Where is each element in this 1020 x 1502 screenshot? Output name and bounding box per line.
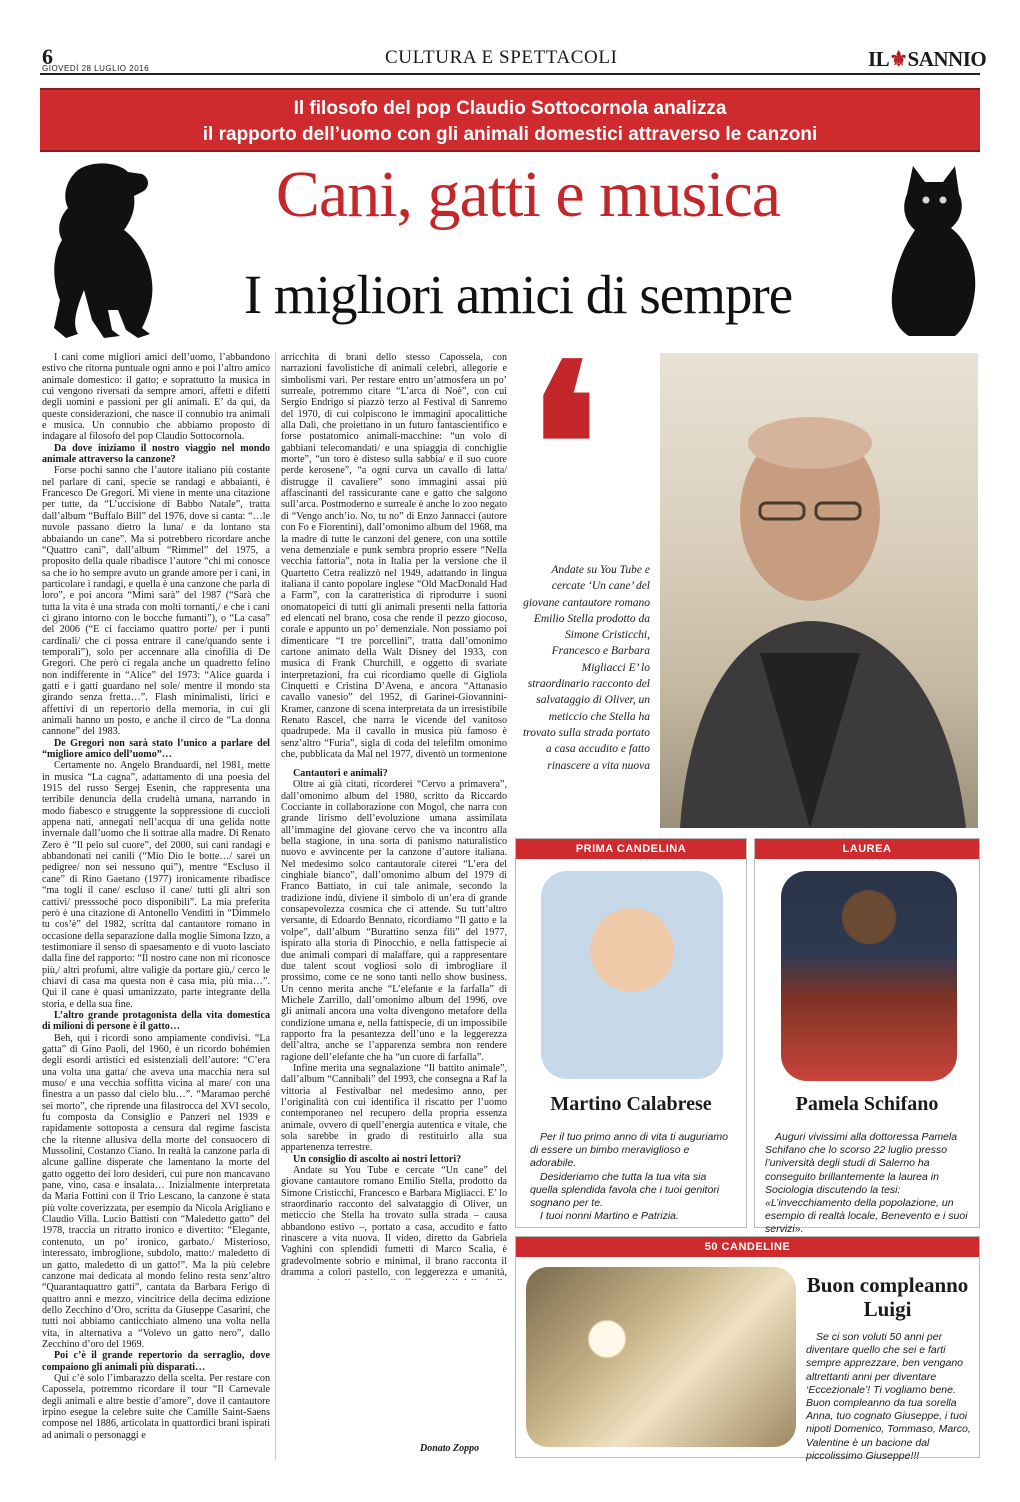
box-greeting-line-2: Luigi	[863, 1297, 912, 1321]
champagne-photo	[526, 1267, 796, 1447]
header-divider	[40, 73, 980, 75]
kicker-line-2: il rapporto dell’uomo con gli animali domestici attraverso le canzoni	[202, 124, 818, 145]
graduation-box-pamela	[754, 838, 980, 1236]
box-heading: PRIMA CANDELINA	[516, 839, 746, 859]
message-line: Desideriamo che tutta la tua vita sia quella splendida favola che i tuoi genitori sognano per te.	[530, 1170, 720, 1210]
box-message	[530, 1131, 736, 1223]
box-person-name: Martino Calabrese	[550, 1093, 712, 1115]
article-column-2-continued	[281, 768, 507, 1280]
article-paragraph: Oltre ai già citati, ricorderei “Cervo a primavera”, dall’omonimo album del 1980, scritto da Riccardo Cocciante in collaborazione con Mogol, che narra con grande lirismo dell’evoluzione umana assimilata all’immagine del giovane cervo che va incontro alla bella stagione, in una sorta di panismo naturalistico nuovo e avvincente per la canzone d’autore italiana. Nel medesimo solco cantautorale citerei “L’era del cinghiale bianco”, dall’omonimo album del 1979 di Franco Battiato, in cui tale animale, secondo la tradizione indù, diviene il simbolo di un’era di grande consapevolezza cosmica che ci attende. Su tutt’altro versante, di Edoardo Bennato, ricordiamo “Il gatto e la volpe”, dall’album “Burattino senza fili” del 1977, ispirato alla storia di Pinocchio, e nella fattispecie ai due animali compari di malaffare, qui a rappresentare due talent scout vogliosi solo di imbrogliare il prossimo, come ce ne sono tanti nello show business. Un cenno merita anche “L’elefante e la farfalla” di Michele Zarrillo, dall’omonimo album del 1996, ove gli animali ancora una volta divengono metafore della condizione umana e, nella fattispecie, di un impossibile rapporto fra la pesantezza dell’uno e la leggerezza dell’altra, anche se l’apparenza sembra non rendere ragione dell’elefante che ha “un cuore di farfalla”.	[281, 779, 507, 1063]
article-paragraph: Beh, qui i ricordi sono ampiamente condivisi. “La gatta” di Gino Paoli, del 1960, è un ricordo bohémien degli esordi artistici ed esistenziali dell’autore: “C’era una volta una gatta/ che aveva una macchia nera sul muso/ e una vecchia soffitta vicina al mare/ con una finestra a un passo dal cielo blu…”. “Maramao perché sei morto”, che riprende una filastrocca del XVI secolo, fu composta da Consiglio e Panzeri nel 1939 e rapidamente sottoposta a censura dal regime fascista che la ritenne allusiva della morte del consuocero di Mussolini, Costanzo Ciano. In realtà la canzone parla di alcune galline disperate che lamentano la morte del gatto oggetto dei loro desideri, cui pure non mancavano pane, vino, casa e insalata… Inizialmente interpretata da Maria Fottini con il Trio Lescano, la canzone è stata più volte coverizzata, per esempio da Nicola Arigliano e Claudio Villa. Lucio Battisti con “Maledetto gatto” del 1978, traccia un ritratto ironico e divertito: “Elegante, contenuto, un po’ ironico, garbato./ Misterioso, interessato, imbroglione, subdolo, matto:/ maledetto di un gatto, maledetto di un gatto!”. Ma la più celebre canzone mai dedicata al mondo felino resta senz’altro “Quarantaquattro gatti”, cantata da Barbara Ferigo di quattro anni e mezzo, vincitrice della decima edizione dello Zecchino d’Oro, scritta da Giuseppe Casarini, che tutti noi abbiamo canticchiato almeno una volta nella vita, in alternativa a “Volevo un gatto nero”, dallo Zecchino d’oro del 1969.	[42, 1032, 270, 1350]
interview-question: Un consiglio di ascolto ai nostri lettori?	[293, 1153, 462, 1165]
article-paragraph: I cani come migliori amici dell’uomo, l’abbandono estivo che ritorna puntuale ogni anno e poi l’altro amico animale domestico: il gatto; e soprattutto la musica in cui vengono riversati da sempre amori, affetti e difetti degli uomini e passioni per gli animali. E’ da qui, da queste considerazioni, che nasce il connubio tra animali e musica. Un connubio che abbiamo proposto di indagare al filosofo del pop Claudio Sottocornola.	[42, 352, 270, 443]
headline-title: Cani, gatti e musica	[275, 158, 781, 231]
article-paragraph: arricchita di brani dello stesso Capossela, con narrazioni favolistiche di animali celebri, allegorie e simbolismi vari. Per restare entro un’atmosfera un po’ surreale, potremmo citare “L’arca di Noè”, con cui Sergio Endrigo si piazzò terzo al Festival di Sanremo del 1970, di cui colpiscono le immagini apocalittiche alla Dalì, che proiettano in un futuro fantascientifico e forse postatomico animali-macchine: “un volo di gabbiani telecomandati/ e una spiaggia di conchiglie morte”, “un toro è disteso sulla sabbia/ e il suo cuore perde kerosene”, “a ogni curva un cavallo di latta/ distrugge il cavaliere” sono immagini assai più affascinanti del rassicurante cane e gatto che salgono sull’arca. Postmoderno e surreale è anche lo zoo negato di “Vengo anch’io. No, tu no” di Enzo Jannacci (autore con Fo e Fiorentini), dall’omonimo album del 1968, ma la madre di tutte le canzoni del genere, con una sottile vena demenziale e punk sembra proprio essere “Nella vecchia fattoria”, nota in Italia per la versione che il Quartetto Cetra realizzò nel 1949, adattando in lingua italiana il canto popolare inglese “Old MacDonald Had a Farm”, con la caratteristica di riprodurre i suoni onomatopeici di tutti gli animali presenti nella fattoria ed elencati nel brano, cosa che rende il pezzo giocoso, corale e appunto un po’ demenziale. Non possiamo poi dimenticare “I tre porcellini”, tratta dall’omonimo cartone animato della Walt Disney del 1933, con musica di Frank Churchill, e oggetto di svariate interpretazioni, fra cui ricordiamo quelle di Gigliola Cinquetti e Cristina D’Avena, e ancora “Attanasio cavallo vanesio” del 1952, di Garinei-Giovannini-Kramer, canzone di scena interpretata da un irresistibile Renato Rascel, che narra le vicende del vanitoso quadrupede. Ma il cavallo in musica più famoso è senz’altro “Furia”, sigla di coda del telefilm omonimo che, pubblicata da Mal nel 1977, diventò un tormentone	[281, 352, 507, 760]
article-paragraph: Infine merita una segnalazione “Il battito animale”, dall’album “Cannibali” del 1993, che consegna a Raf la vittoria al Festivalbar nel medesimo anno, per l’originalità con cui identifica il riscatto per l’uomo contemporaneo nel recupero della propria essenza animale, ovvero di quell’energia autentica e vitale, che sola sarebbe in grado di restituirlo alla sua appartenenza terrestre.	[281, 1062, 507, 1154]
box-heading: 50 CANDELINE	[516, 1237, 979, 1257]
article-paragraph: Certamente no. Angelo Branduardi, nel 1981, mette in musica “La cagna”, adattamento di una poesia del 1915 del russo Sergej Esenin, che rappresenta una terribile denuncia della crudeltà umana, narrando in modo fiabesco e struggente la soppressione di cuccioli appena nati, annegati nell’acqua di una gelida notte invernale dall’uomo che li sottrae alla madre. Di Renato Zero è “Il pelo sul cuore”, del 2000, sui cani randagi e abbandonati nei canili (“Mio Dio le botte…/ sarei un pedigree/ non sei nessuno qui”), mentre “Escluso il cane” di Rino Gaetano (1977) ironicamente ribadisce “ma toglí il cane/ escluso il cane/ tutti gli altri son cattivi/ presssoché poco disponibili”. La mia preferita però è una citazione di Antonello Venditti in “Dimmelo tu cos’è” del 1982, scritta dal cantautore romano in occasione della separazione dalla moglie Simona Izzo, a testimoniare il senso di spaesamento e di vuoto lasciato dalla fine del rapporto: “Il nostro cane non mi riconosce più,/ altri profumi, altre valigie da portare giù,/ cerco le chiavi di casa ma questa non è casa mia, più mia…”. Qui il cane è quasi umanizzato, parte integrante della storia, e della sua fine.	[42, 760, 270, 1010]
interview-question: Cantautori e animali?	[293, 768, 388, 779]
interview-question: L’altro grande protagonista della vita domestica di milioni di persone è il gatto…	[42, 1009, 270, 1033]
message-line: Se ci son voluti 50 anni per diventare quello che sei e farti sempre apprezzare, ben vengano altrettanti anni per diventare ‘Eccezionale’! Ti vogliamo bene. Buon compleanno da tua sorella Anna, tuo cognato Giuseppe, i tuoi nipoti Domenico, Tommaso, Marco, Valentine è un bacione dal piccolissimo Giuseppe!!!	[806, 1331, 971, 1462]
pull-quote-caption: Andate su You Tube e cercate ‘Un cane’ del giovane cantautore romano Emilio Stella prodotto da Simone Cristicchi, Francesco e Barbara Migliacci E’ lo straordinario racconto del salvataggio di Oliver, un meticcio che Stella ha trovato sulla strada portato a casa accudito e fatto rinascere a vita nuova	[522, 564, 650, 772]
article-paragraph: Forse pochi sanno che l’autore italiano più costante nel parlare di cani, specie se randagi e abbaianti, è Francesco De Gregori. Mi viene in mente una citazione per tutte, da “L’uccisione di Babbo Natale”, tratta dall’album “Buffalo Bill” del 1976, dove si canta: “…le nuvole passano dietro la luna/ e da lontano sta abbaiando un cane”. Ma si potrebbero ricordare anche “Quattro cani”, dall’album “Rimmel” del 1975, a proposito della quale ribadisce l’autore “chi mi conosce sa che io ho sempre avuto un grande amore per i cani, in particolare i randagi, e quella è una canzone che parla di loro”, e poi ancora “Mimì sarà” del 1987 (“Sarà che tutta la vita è una strada con molti tornanti,/ e che i cani ci girano intorno con le bocche fumanti”), o “La casa” del 2006 (“E ci facciamo quattro porte/ per i punti cardinali/ che ci possa entrare il cane/quando sente i temporali”), solo per accennare alla cinofilia di De Gregori. Che però ci regala anche un quadretto felino non indifferente in “Alice” del 1973: “Alice guarda i gatti e i gatti guardano nel sole/ mentre il mondo sta girando senza fretta…”. Flash minimalisti, lirici e affettivi di un repertorio della memoria, in cui gli animali hanno un posto, e anche il circo de “La donna cannone” del 1983.	[42, 465, 270, 738]
quote-mark-icon: ❛	[528, 326, 599, 570]
author-byline: Donato Zoppo	[420, 1443, 480, 1454]
box-greeting-line-1: Buon compleanno	[806, 1273, 969, 1297]
baby-photo	[541, 871, 723, 1079]
article-column-1	[42, 352, 270, 1460]
section-title: CULTURA E SPETTACOLI	[385, 47, 618, 68]
box-message	[806, 1331, 972, 1463]
kicker-banner	[40, 88, 980, 152]
page-number: 6	[42, 44, 53, 69]
dog-silhouette-icon	[38, 160, 168, 340]
message-line: I tuoi nonni Martino e Patrizia.	[540, 1210, 679, 1223]
birthday-box-martino	[515, 838, 747, 1228]
message-line: Auguri vivissimi alla dottoressa Pamela Schifano che lo scorso 22 luglio presso l’università degli studi di Salerno ha conseguito brillantemente la laurea in Sociologia discutendo la tesi: «L’invecchiamento della popolazione, un esempio di realtà locale, Benevento e i suoi servizi».	[765, 1131, 968, 1236]
newspaper-logo	[868, 47, 986, 72]
graduate-photo	[781, 871, 957, 1081]
kicker-line-1: Il filosofo del pop Claudio Sottocornola analizza	[293, 98, 727, 119]
logo-dot-icon: ⚜	[889, 47, 908, 71]
author-photo	[660, 353, 978, 828]
box-person-name: Pamela Schifano	[795, 1093, 939, 1115]
article-column-2	[281, 352, 507, 760]
author-portrait-illustration	[660, 353, 978, 828]
message-line: Per il tuo primo anno di vita ti auguriamo di essere un bimbo meraviglioso e adorabile.	[530, 1131, 728, 1170]
issue-date: GIOVEDÌ 28 LUGLIO 2016	[42, 64, 150, 73]
article-paragraph: Qui c’è solo l’imbarazzo della scelta. Per restare con Capossela, potremmo ricordare il tour “Il Carnevale degli animali e altre bestie d’amore”, dove il cantautore irpino esegue la celebre suite che Camille Saint-Saens compose nel 1886, articolata in quattordici brani ispirati ad animali o personaggi e	[42, 1372, 270, 1441]
headline-subtitle: I migliori amici di sempre	[243, 264, 793, 325]
cat-silhouette-icon	[885, 160, 980, 342]
article-paragraph: Andate su You Tube e cercate “Un cane” del giovane cantautore romano Emilio Stella, prodotto da Simone Cristicchi, Francesco e Barbara Migliacci. E’ lo straordinario racconto del salvataggio di Oliver, un meticcio che Stella ha trovato sulla strada – causa abbandono estivo –, portato a casa, accudito e fatto rinascere a vita nuova. Il video, diretto da Gabriela Vaghini con splendidi fumetti di Marco Scalia, è gradevolmente sobrio e minimal, il brano racconta il dramma a colori pastello, con leggerezza e umanità,	[281, 1165, 507, 1279]
interview-question: Poi c’è il grande repertorio da serraglio, dove compaiono gli animali più disparati…	[42, 1350, 270, 1373]
logo-left-text: IL	[868, 47, 890, 71]
logo-right-text: SANNIO	[907, 47, 987, 71]
interview-question: Da dove iniziamo il nostro viaggio nel mondo animale attraverso la canzone?	[42, 442, 270, 466]
interview-question: De Gregori non sarà stato l’unico a parlare del “migliore amico dell’uomo”…	[42, 737, 270, 761]
box-message	[765, 1131, 971, 1237]
birthday-box-luigi	[515, 1236, 980, 1462]
box-heading: LAUREA	[755, 839, 979, 859]
column-divider	[275, 352, 276, 1460]
